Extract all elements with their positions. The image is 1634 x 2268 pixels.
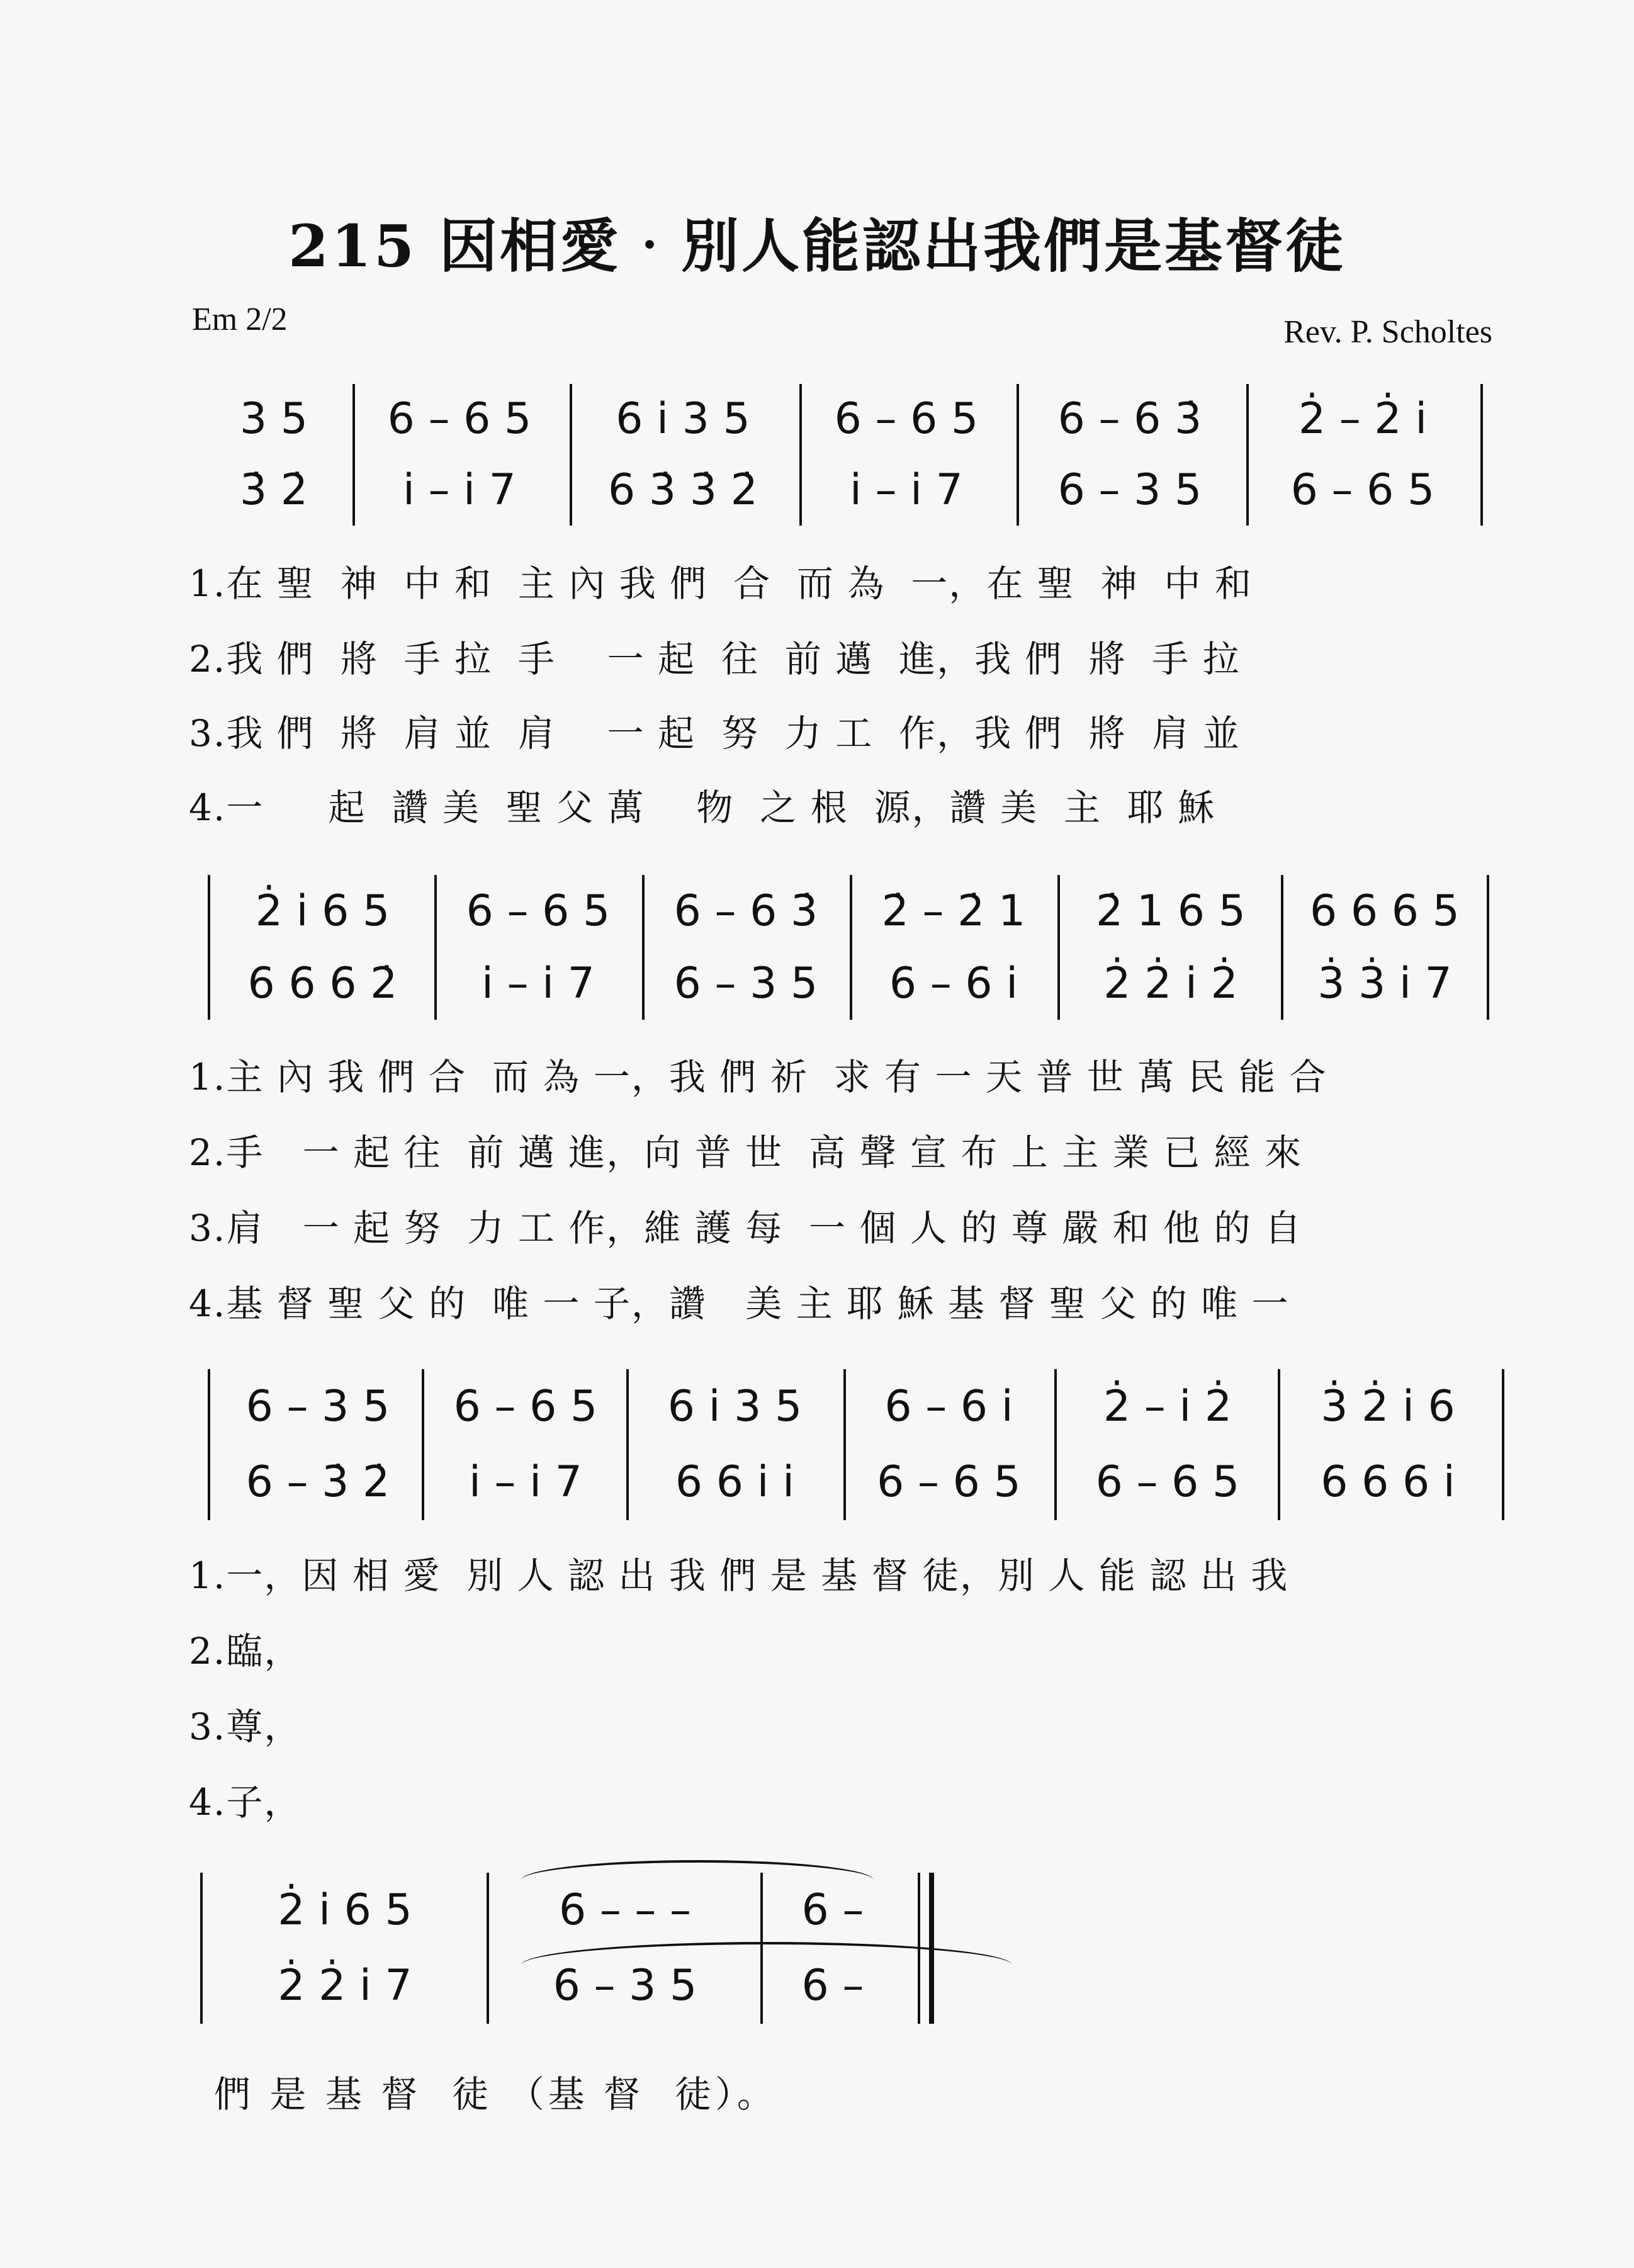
bar-line [422,1369,424,1520]
upper-voice [1256,384,1470,455]
bar-line [200,1873,203,2024]
upper-voice [444,875,633,947]
notes: 6 – 3 5 [673,958,818,1008]
lyric-line: 1.一，因 相 愛 別 人 認 出 我 們 是 基 督 徒，別 人 能 認 出 我 [189,1554,1289,1597]
notes: 2̇ 2̇ i 2̇ [1103,958,1238,1008]
notes: 6 i 3 5 [667,1382,803,1431]
lower-voice [431,1445,620,1520]
lower-voice [213,1948,477,2024]
lower-voice [651,947,840,1020]
lyric-line: 4.子， [189,1781,302,1824]
notes: 3̇ 3̇ i 7 [1317,958,1452,1008]
notes: 6 – 6 5 [1290,465,1435,515]
notes: 6 i 3 5 [616,394,750,444]
notes: 2̇ – 2̇ 1 [881,886,1026,936]
bar-line [570,384,572,526]
upper-voice [208,384,340,455]
notes: 2̇ – i 2̇ [1103,1382,1232,1431]
lower-voice [579,455,787,526]
measure [217,875,428,1020]
bar-line [1017,384,1019,526]
notes: 6 – 6 5 [453,1382,598,1431]
upper-voice [636,1369,834,1445]
measure [809,384,1004,526]
bar-line [1502,1369,1504,1520]
upper-voice [213,1873,477,1948]
measure [444,875,633,1020]
stave-4 [200,1873,955,2024]
upper-voice [651,875,840,947]
upper-voice [579,384,787,455]
measure [1287,1369,1489,1520]
lower-voice [1026,455,1234,526]
composer: Rev. P. Scholtes [1283,314,1492,350]
lower-voice [859,947,1048,1020]
hymn-title: 215 因相愛‧別人能認出我們是基督徒 [288,212,1346,280]
notes: 6 6 6 i [1321,1457,1455,1507]
stave-3 [208,1369,1511,1520]
lower-voice [444,947,633,1020]
lyric-line: 3.我 們 將 肩 並 肩 一 起 努 力 工 作，我 們 將 肩 並 [189,712,1241,755]
measure [636,1369,834,1520]
measure [1064,1369,1271,1520]
measure [853,1369,1045,1520]
upper-voice [431,1369,620,1445]
upper-voice [853,1369,1045,1445]
measure [579,384,787,526]
lyric-line: 2.臨， [189,1630,302,1673]
notes: 2̇ i 6 5 [255,886,390,936]
bar-line [642,875,645,1020]
lower-voice [1067,947,1275,1020]
bar-line [1487,875,1489,1020]
notes: 2̇ – 2̇ i [1298,394,1428,444]
lower-voice [1290,947,1479,1020]
upper-voice [217,875,428,947]
notes: 6 3̇ 3̇ 2̇ [608,465,758,515]
notes: 6 – 3 5 [245,1382,390,1431]
notes: 2̇ i 6 5 [278,1885,412,1935]
notes: 2̇ 1 6 5 [1096,886,1246,936]
notes: i – i 7 [469,1457,582,1507]
measure [1026,384,1234,526]
upper-voice [859,875,1048,947]
notes: 6 – 6 i [884,1382,1013,1431]
upper-voice [1064,1369,1271,1445]
lyric-line: 4.一 起 讚 美 聖 父 萬 物 之 根 源，讚 美 主 耶 穌 [189,786,1216,829]
bar-line [487,1873,489,2024]
tie-upper [521,1860,874,1900]
lyric-line: 3.尊， [189,1705,302,1748]
bar-line [850,875,852,1020]
bar-line [208,1369,210,1520]
lower-voice [217,947,428,1020]
measure [859,875,1048,1020]
measure [1290,875,1479,1020]
lyric-line: 們 是 基 督 徒 （基 督 徒）。 [214,2073,777,2116]
lyric-line: 2.我 們 將 手 拉 手 一 起 往 前 邁 進，我 們 將 手 拉 [189,638,1241,680]
notes: 6 – 3 5 [1057,465,1202,515]
notes: 6 – 6 5 [1095,1457,1240,1507]
key-time-signature: Em 2/2 [192,302,288,337]
lyric-line: 4.基 督 聖 父 的 唯 一 子，讚 美 主 耶 穌 基 督 聖 父 的 唯 一 [189,1282,1290,1325]
notes: 6 – [801,1961,864,2011]
lower-voice [362,455,557,526]
lower-voice [809,455,1004,526]
lower-voice [1256,455,1470,526]
lower-voice [636,1445,834,1520]
tie-lower [521,1942,1012,1989]
bar-line [799,384,802,526]
notes: i – i 7 [403,465,516,515]
notes: i – i 7 [850,465,963,515]
notes: 6 – [801,1885,864,1935]
notes: 3 5 [239,394,308,444]
measure [651,875,840,1020]
bar-line [626,1369,629,1520]
notes: 6 6 6 2̇ [247,958,398,1008]
lower-voice [208,455,340,526]
upper-voice [362,384,557,455]
lyric-line: 2.手 一 起 往 前 邁 進，向 普 世 高 聲 宣 布 上 主 業 已 經 來 [189,1131,1302,1174]
measure [431,1369,620,1520]
notes: 6 6 i i [675,1457,795,1507]
notes: 6 – 3 5 [553,1961,697,2011]
bar-line [1480,384,1483,526]
notes: 6 – 6 5 [877,1457,1021,1507]
bar-line [1057,875,1060,1020]
notes: 3̇ 2̇ i 6 [1321,1382,1455,1431]
upper-voice [1290,875,1479,947]
bar-line [1281,875,1283,1020]
notes: 6 – – – [558,1885,692,1935]
notes: 3̇ 2̇ [239,465,308,515]
upper-voice [1287,1369,1489,1445]
notes: 6 – 6 5 [387,394,532,444]
notes: 6 – 6 5 [834,394,979,444]
notes: 2̇ 2̇ i 7 [278,1961,412,2011]
notes: 6 6 6 5 [1310,886,1460,936]
bar-line [208,875,210,1020]
bar-line [352,384,355,526]
stave-1 [208,384,1485,526]
lower-voice [217,1445,419,1520]
lower-voice [1287,1445,1489,1520]
notes: 6 – 6 3̇ [673,886,818,936]
upper-voice [809,384,1004,455]
upper-voice [217,1369,419,1445]
stave-2 [208,875,1492,1020]
lyric-line: 1.主 內 我 們 合 而 為 一，我 們 祈 求 有 一 天 普 世 萬 民 能 合 [189,1056,1327,1098]
bar-line [434,875,437,1020]
notes: 6 – 6 3̇ [1057,394,1202,444]
measure [1256,384,1470,526]
notes: 6 – 6 i [889,958,1018,1008]
notes: 6 – 3̇ 2̇ [245,1457,390,1507]
lyric-line: 3.肩 一 起 努 力 工 作，維 護 每 一 個 人 的 尊 嚴 和 他 的 自 [189,1207,1302,1250]
measure [208,384,340,526]
upper-voice [1026,384,1234,455]
bar-line [1054,1369,1057,1520]
measure [362,384,557,526]
measure [1067,875,1275,1020]
measure [217,1369,419,1520]
notes: i – i 7 [482,958,595,1008]
bar-line [1278,1369,1280,1520]
upper-voice [1067,875,1275,947]
notes: 6 – 6 5 [466,886,611,936]
lower-voice [1064,1445,1271,1520]
measure [213,1873,477,2024]
lower-voice [853,1445,1045,1520]
lyric-line: 1.在 聖 神 中 和 主 內 我 們 合 而 為 一，在 聖 神 中 和 [189,562,1253,605]
bar-line [843,1369,846,1520]
bar-line [1246,384,1249,526]
